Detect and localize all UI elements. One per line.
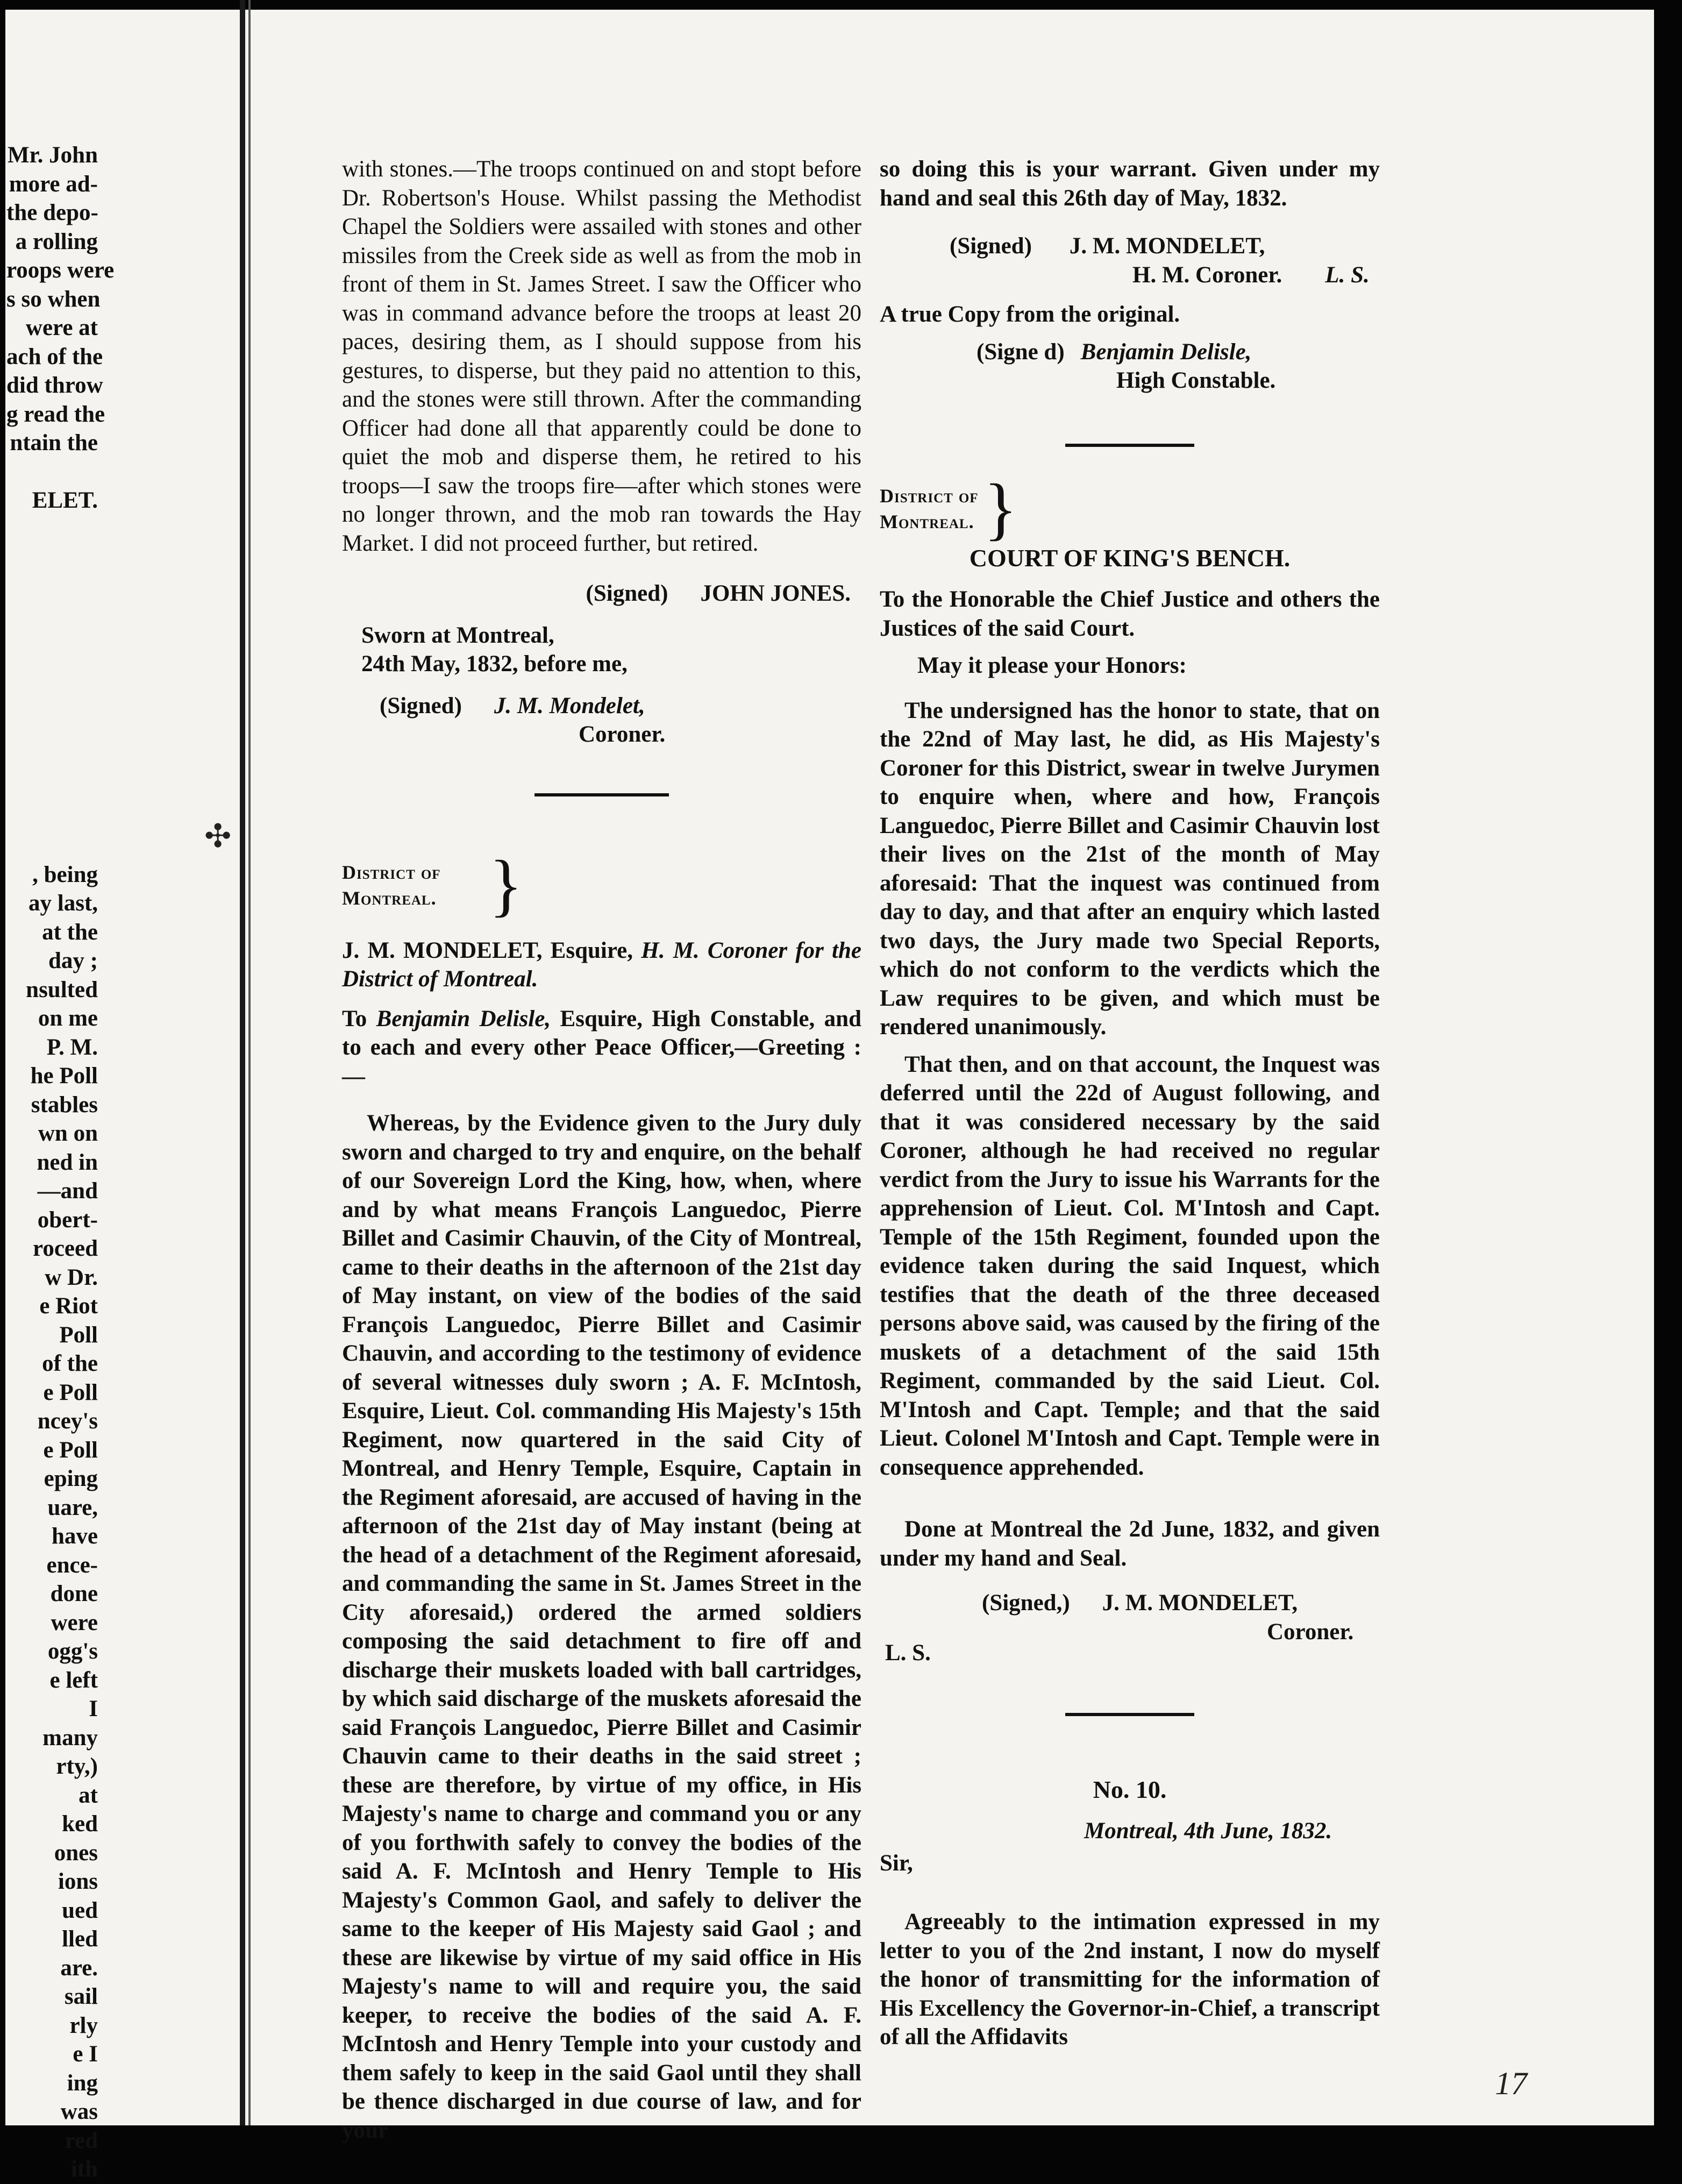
fragment-line	[6, 573, 98, 602]
district-line-1: District of	[880, 485, 979, 507]
signatory-name: J. M. Mondelet,	[494, 693, 645, 718]
fragment-line: he Poll	[30, 1063, 98, 1089]
section-divider	[1065, 1713, 1194, 1716]
fragment-line: were	[51, 1610, 98, 1635]
signatory-title: Coroner.	[579, 722, 666, 747]
fragment-line: ntain the	[10, 430, 98, 456]
signed-label: (Signed)	[380, 693, 462, 718]
fragment-line: ked	[62, 1811, 98, 1837]
fragment-line: ned in	[37, 1149, 98, 1175]
fragment-line	[6, 716, 98, 745]
fragment-line: stables	[31, 1092, 98, 1118]
district-heading	[880, 469, 1380, 547]
fragment-line: lled	[62, 1926, 98, 1952]
fragment-line: ones	[54, 1840, 98, 1866]
fragment-line: rty,)	[56, 1754, 98, 1779]
folio-number: 17	[1495, 2066, 1527, 2101]
fragment-line: Mr. John	[7, 143, 98, 168]
fragment-line	[6, 745, 98, 774]
district-line-2: Montreal.	[880, 510, 974, 532]
fragment-line: eping	[44, 1466, 98, 1491]
column-right	[880, 155, 1380, 2060]
petition-paragraph-1: The undersigned has the honor to state, that on the 22nd of May last, he did, as His Majesty's Coroner for this District, swear in twelve Jurymen to enquire when, where and how, François Languedoc, Pierre Billet and Casimir Chauvin lost their lives on the 21st of the month of May aforesaid: That the inquest was continued from day to day, and that after an enquiry which lasted two days, the Jury made two Special Reports, which do not conform to the verdicts which the Law requires to be given, and which must be rendered unanimously.	[880, 698, 1380, 1040]
district-line-2: Montreal.	[342, 887, 437, 909]
seal-marker: L. S.	[1325, 262, 1370, 288]
fragment-line: rly	[69, 2012, 98, 2038]
district-line-1: District of	[342, 861, 441, 883]
coroner-name: J. M. MONDELET, Esquire,	[342, 937, 633, 963]
fragment-line: e I	[73, 2041, 98, 2067]
fragment-line: ing	[67, 2070, 98, 2096]
fragment-line: a rolling	[15, 229, 98, 254]
fragment-line: e Poll	[43, 1437, 98, 1463]
fragment-line: e Riot	[39, 1293, 98, 1319]
fragment-line: were at	[25, 315, 98, 340]
signature-line-coroner-2	[880, 1589, 1380, 1618]
dated-line: Done at Montreal the 2d June, 1832, and given under my hand and Seal.	[880, 1517, 1380, 1571]
binding-pin-icon: ✣	[204, 819, 232, 854]
signed-label: (Signed)	[950, 233, 1032, 259]
signed-label: (Signed,)	[982, 1590, 1070, 1616]
fragment-line: e Poll	[43, 1379, 98, 1405]
fragment-line: ions	[58, 1869, 98, 1894]
fragment-line: ELET.	[32, 488, 98, 513]
fragment-line: was	[60, 2099, 98, 2124]
fragment-line	[6, 458, 98, 487]
fragment-line: many	[42, 1725, 98, 1751]
signatory-name: J. M. MONDELET,	[1069, 233, 1265, 259]
scan-border-top	[0, 0, 1682, 10]
fragment-line	[6, 659, 98, 688]
fragment-line	[6, 688, 98, 717]
fragment-line: roops were	[6, 258, 115, 283]
column-middle	[342, 155, 861, 2153]
fragment-line	[6, 774, 98, 803]
signature-line-mondelet	[342, 692, 861, 721]
fragment-line: s so when	[6, 286, 101, 312]
signatory-title: Coroner.	[1267, 1619, 1354, 1645]
signatory-title: H. M. Coroner.	[1132, 262, 1282, 288]
coroner-office: H. M. Coroner for the District of Montreal.	[342, 937, 862, 992]
left-page-fragment	[6, 141, 115, 2184]
scan-border-left	[0, 0, 5, 2125]
letter-date: Montreal, 4th June, 1832.	[1084, 1818, 1332, 1844]
fragment-line: —and	[37, 1178, 98, 1204]
addressee-name: Benjamin Delisle,	[376, 1006, 551, 1031]
petition-paragraph-2: That then, and on that account, the Inquest was deferred until the 22d of August following, and that it was considered necessary by the said Coroner, although he had received no regular verdict from the Jury to issue his Warrants for the apprehension of Lieut. Col. M'Intosh and Capt. Temple of the 15th Regiment, founded upon the evidence taken during the said Inquest, which testifies that the death of the three deceased persons above said, was caused by the firing of the muskets of a detachment of the said 15th Regiment, commanded by the said Lieut. Col. M'Intosh and Capt. Temple; and that the said Lieut. Colonel M'Intosh and Capt. Temple were in consequence apprehended.	[880, 1051, 1380, 1480]
fragment-line: red	[65, 2128, 98, 2153]
fragment-line: the depo-	[6, 200, 98, 225]
fragment-line	[6, 515, 98, 544]
fragment-line: e left	[49, 1667, 98, 1693]
binding-gutter	[240, 0, 245, 2125]
signatory-title-line	[880, 261, 1380, 290]
sworn-block	[342, 621, 861, 679]
testimony-paragraph: with stones.—The troops continued on and stopt before Dr. Robertson's House. Whilst passing the Methodist Chapel the Soldiers were assailed with stones and other missiles from the Creek side as well as from the mob in front of them in St. James Street. I saw the Officer who was in command advance before the troops at least 20 paces, desiring them, as I should suppose from his gestures, to disperse, but they paid no attention to this, and the stones were still thrown. After the commanding Officer had done all that apparently could be done to quiet the mob and disperse them, he retired to his troops—I saw the troops fire—after which stones were no longer thrown, and the mob ran towards the Hay Market. I did not proceed further, but retired.	[342, 156, 861, 556]
fragment-line	[6, 544, 98, 573]
signatory-name: JOHN JONES.	[700, 581, 851, 606]
letter-salutation: Sir,	[880, 1850, 913, 1876]
fragment-line: have	[52, 1524, 98, 1549]
fragment-line: obert-	[37, 1207, 98, 1233]
fragment-line: I	[89, 1696, 98, 1721]
true-copy-note: A true Copy from the original.	[880, 302, 1180, 327]
fragment-line: did throw	[6, 373, 103, 398]
signed-label: (Signed)	[586, 581, 668, 606]
letter-number: No. 10.	[1093, 1775, 1167, 1803]
fragment-line: ence-	[46, 1552, 98, 1578]
fragment-line: w Dr.	[45, 1264, 98, 1290]
signature-line-coroner	[880, 232, 1380, 261]
fragment-line: g read the	[6, 401, 105, 427]
signatory-title: High Constable.	[1116, 368, 1276, 393]
fragment-line: ach of the	[6, 344, 103, 369]
signed-label: (Signe d)	[977, 339, 1065, 365]
fragment-line: wn on	[38, 1121, 98, 1146]
fragment-line	[6, 831, 98, 860]
fragment-line	[6, 803, 98, 832]
fragment-line: at the	[42, 919, 98, 945]
fragment-line: ay last,	[28, 891, 98, 916]
brace-icon: }	[489, 846, 523, 924]
fragment-line: uare,	[47, 1495, 98, 1520]
signature-line-jones	[342, 579, 861, 608]
salutation: May it please your Honors:	[917, 653, 1187, 678]
fragment-line: at	[79, 1782, 98, 1808]
fragment-line: on me	[38, 1006, 98, 1031]
fragment-line: of the	[42, 1351, 98, 1376]
signatory-name: J. M. MONDELET,	[1102, 1590, 1298, 1616]
sworn-line-1: Sworn at Montreal,	[361, 622, 554, 648]
fragment-line: roceed	[33, 1236, 98, 1261]
fragment-line: sail	[64, 1984, 98, 2009]
section-divider	[1065, 444, 1194, 447]
to-label: To	[342, 1006, 367, 1031]
scan-border-right	[1654, 0, 1682, 2125]
brace-icon: }	[983, 469, 1017, 547]
signatory-name: Benjamin Delisle,	[1080, 339, 1252, 365]
fragment-line: P. M.	[46, 1034, 98, 1060]
fragment-line: ith	[70, 2157, 98, 2182]
fragment-line: day ;	[48, 948, 98, 973]
signature-line-delisle	[880, 338, 1380, 367]
binding-gutter-edge	[248, 0, 251, 2125]
seal-marker: L. S.	[885, 1640, 931, 1666]
fragment-line: ogg's	[47, 1639, 98, 1664]
fragment-line: are.	[60, 1955, 98, 1981]
addressee-rest: Esquire, High Constable, and to each and every other Peace Officer,—Greeting :—	[342, 1006, 862, 1089]
warrant-conclusion: so doing this is your warrant. Given under my hand and seal this 26th day of May, 1832.	[880, 156, 1380, 211]
fragment-line: nsulted	[26, 977, 98, 1002]
fragment-line: more ad-	[9, 171, 98, 197]
fragment-line: ncey's	[37, 1408, 98, 1434]
petition-addressee: To the Honorable the Chief Justice and others the Justices of the said Court.	[880, 587, 1380, 641]
court-heading: COURT OF KING'S BENCH.	[969, 544, 1291, 572]
letter-body: Agreeably to the intimation expressed in my letter to you of the 2nd instant, I now do myself the honor of transmitting for the information of His Excellency the Governor-in-Chief, a transcript of all the Affidavits	[880, 1909, 1380, 2050]
warrant-addressee	[342, 1005, 861, 1091]
fragment-line	[6, 601, 98, 630]
fragment-line: Poll	[59, 1322, 98, 1348]
warrant-body: Whereas, by the Evidence given to the Jury duly sworn and charged to try and enquire, on the behalf of our Sovereign Lord the King, how, when, where and by what means François Languedoc, Pierre Billet and Casimir Chauvin, of the City of Montreal, came to their deaths in the afternoon of the 21st day of May instant, on view of the bodies of the said François Languedoc, Pierre Billet and Casimir Chauvin, and according to the testimony of evidence of several witnesses duly sworn ; A. F. McIntosh, Esquire, Lieut. Col. commanding His Majesty's 15th Regiment, now quartered in the said City of Montreal, and Henry Temple, Esquire, Captain in the Regiment aforesaid, are accused of having in the afternoon of the 21st day of May instant (being at the head of a detachment of the Regiment aforesaid, and commanding the same in St. James Street in the City aforesaid,) ordered the armed soldiers composing the said detachment to fire off and discharge their muskets loaded with ball cartridges, by which said discharge of the muskets aforesaid the said François Languedoc, Pierre Billet and Casimir Chauvin came to their deaths in the said street ; these are therefore, by virtue of my office, in His Majesty's name to charge and command you or any of you forthwith safely to convey the bodies of the said A. F. McIntosh and Henry Temple to His Majesty's Common Gaol, and safely to deliver the same to the keeper of His Majesty said Gaol ; and these are likewise by virtue of my said office in His Majesty's name to will and require you, the said keeper, to receive the bodies of the said A. F. McIntosh and Henry Temple into your custody and them safely to keep in the said Gaol until they shall be thence discharged in due course of law, and for your	[342, 1111, 861, 2143]
section-divider	[534, 793, 669, 796]
fragment-line: ued	[62, 1897, 98, 1923]
fragment-line	[6, 630, 98, 659]
warrant-heading	[342, 936, 861, 994]
sworn-line-2: 24th May, 1832, before me,	[361, 651, 628, 677]
fragment-line: done	[50, 1581, 98, 1606]
fragment-line: , being	[32, 862, 98, 887]
district-heading	[342, 846, 861, 924]
